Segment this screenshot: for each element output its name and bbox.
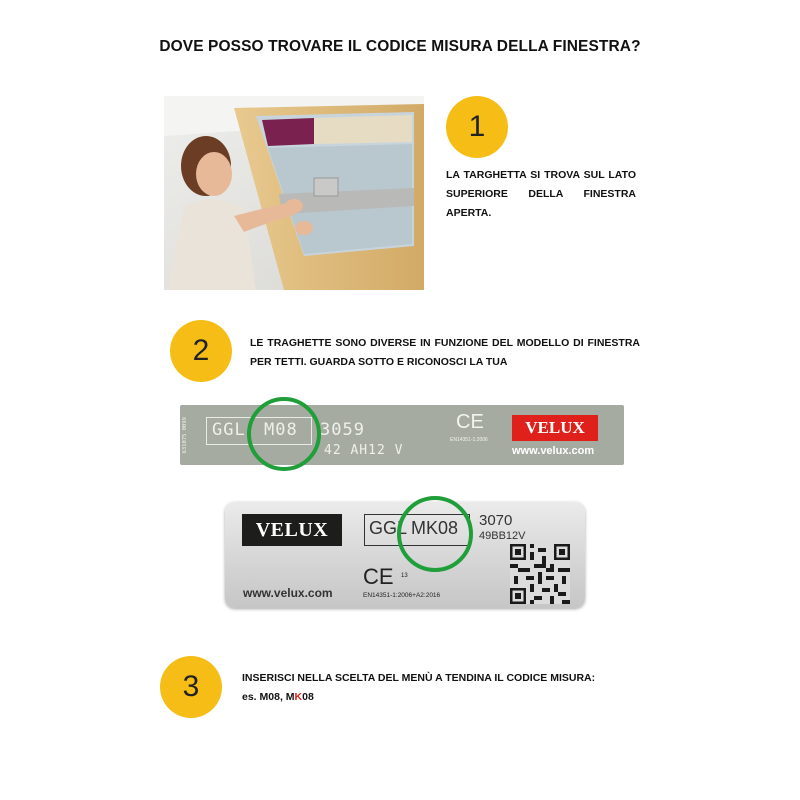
example-suffix: 08: [302, 691, 314, 703]
step-3-example: [242, 688, 442, 707]
new-plate-batch: 49BB12V: [479, 530, 526, 542]
new-plate-velux-logo: VELUX: [242, 514, 342, 546]
old-plate-model: GGL: [212, 420, 246, 440]
new-plate-serial: 3070: [479, 512, 513, 529]
woman-opening-roof-window-photo: [164, 96, 424, 290]
qr-code: [510, 544, 570, 604]
step-2-text: LE TRAGHETTE SONO DIVERSE IN FUNZIONE DEL MODELLO DI FINESTRA PER TETTI. GUARDA SOTTO E RICONOSCI LA TUA: [250, 337, 640, 368]
new-plate-standard: EN14351-1:2006+A2:2016: [363, 592, 441, 599]
old-plate-batch: 42 AH12 V: [324, 443, 404, 458]
old-plate-velux-logo: VELUX: [512, 415, 598, 441]
qr-code-graphic: [510, 544, 570, 604]
new-plate-ce-mark: CE: [363, 564, 394, 589]
old-plate-highlight-circle: [247, 397, 321, 471]
new-plate-ce-year: 13: [401, 573, 408, 579]
step-3-text: INSERISCI NELLA SCELTA DEL MENÙ A TENDINA IL CODICE MISURA:: [242, 672, 596, 684]
old-plate-standard: EN14351-1:2006: [450, 437, 488, 443]
old-plate-website: www.velux.com: [512, 445, 595, 457]
step-2-badge: [170, 320, 232, 382]
step-3-number: 3: [182, 670, 200, 703]
old-plate-serial: 3059: [320, 420, 365, 440]
step-3-badge: [160, 656, 222, 718]
new-plate-highlight-circle: [397, 496, 473, 572]
new-plate-website: www.velux.com: [243, 586, 333, 600]
example-prefix: es. M08, M: [242, 691, 295, 703]
old-plate-side-print: 631075 0099: [182, 417, 188, 454]
new-plate-model: GGL: [369, 518, 408, 538]
step-1-badge: [446, 96, 508, 158]
new-plate-size-code: MK08: [411, 518, 459, 538]
step-2-number: 2: [192, 334, 210, 367]
old-plate-size-code: M08: [264, 420, 298, 440]
old-plate-ce-mark: CE: [456, 411, 484, 433]
photo-illustration: [164, 96, 424, 290]
step-1-text: LA TARGHETTA SI TROVA SUL LATO SUPERIORE DELLA FINESTRA APERTA.: [446, 169, 636, 219]
page-title: DOVE POSSO TROVARE IL CODICE MISURA DELLA FINESTRA?: [159, 38, 641, 55]
example-highlight: K: [294, 691, 303, 703]
step-1-number: 1: [468, 110, 486, 143]
